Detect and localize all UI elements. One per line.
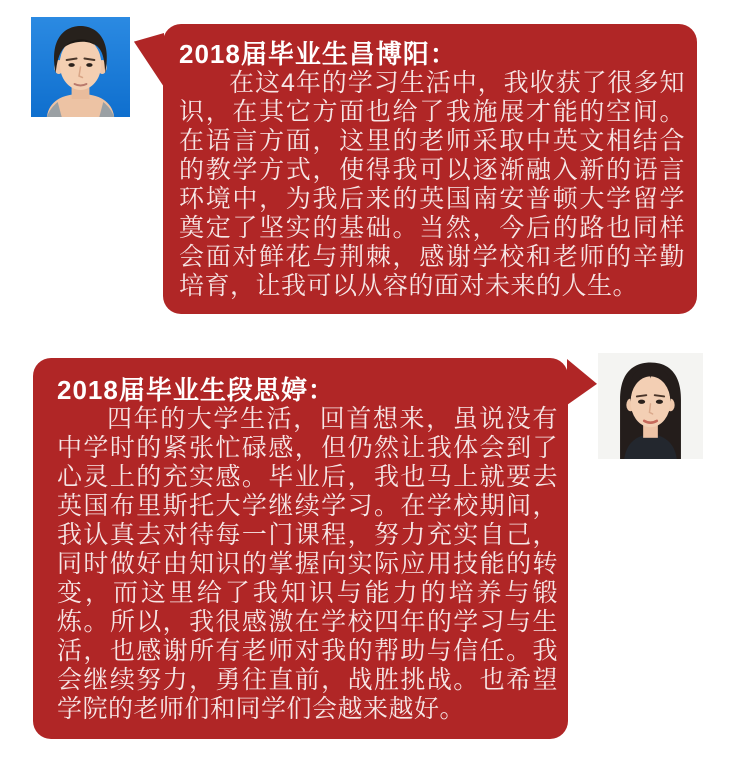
testimonial-bubble-2	[33, 358, 568, 739]
male-id-photo-illustration	[31, 17, 130, 117]
testimonial-2-body: 四年的大学生活，回首想来，虽说没有中学时的紧张忙碌感，但仍然让我体会到了心灵上的充实感。毕业后，我也马上就要去英国布里斯托大学继续学习。在学校期间，我认真去对待每一门课程，努力充实自己，同时做好由知识的掌握向实际应用技能的转变，而这里给了我知识与能力的培养与锻炼。所以，我很感激在学校四年的学习与生活，也感谢所有老师对我的帮助与信任。我会继续努力，勇往直前，战胜挑战。也希望学院的老师们和同学们会越来越好。	[57, 405, 558, 723]
testimonial-1-body: 在这4年的学习生活中，我收获了很多知识，在其它方面也给了我施展才能的空间。在语言方面，这里的老师采取中英文相结合的教学方式，使得我可以逐渐融入新的语言环境中，为我后来的英国南安普顿大学留学奠定了坚实的基础。当然，今后的路也同样会面对鲜花与荆棘，感谢学校和老师的辛勤培育，让我可以从容的面对未来的人生。	[179, 69, 685, 300]
testimonial-bubble-1	[163, 24, 697, 314]
graduate-photo-duan-siting	[598, 353, 703, 459]
graduate-photo-chang-boyang	[31, 17, 130, 117]
female-id-photo-illustration	[598, 353, 703, 459]
speech-bubble-tail-right-icon	[567, 359, 597, 405]
speech-bubble-tail-left-icon	[132, 33, 164, 87]
testimonial-1-title: 2018届毕业生昌博阳：	[179, 39, 457, 69]
testimonial-2-title: 2018届毕业生段思婷：	[57, 375, 335, 405]
